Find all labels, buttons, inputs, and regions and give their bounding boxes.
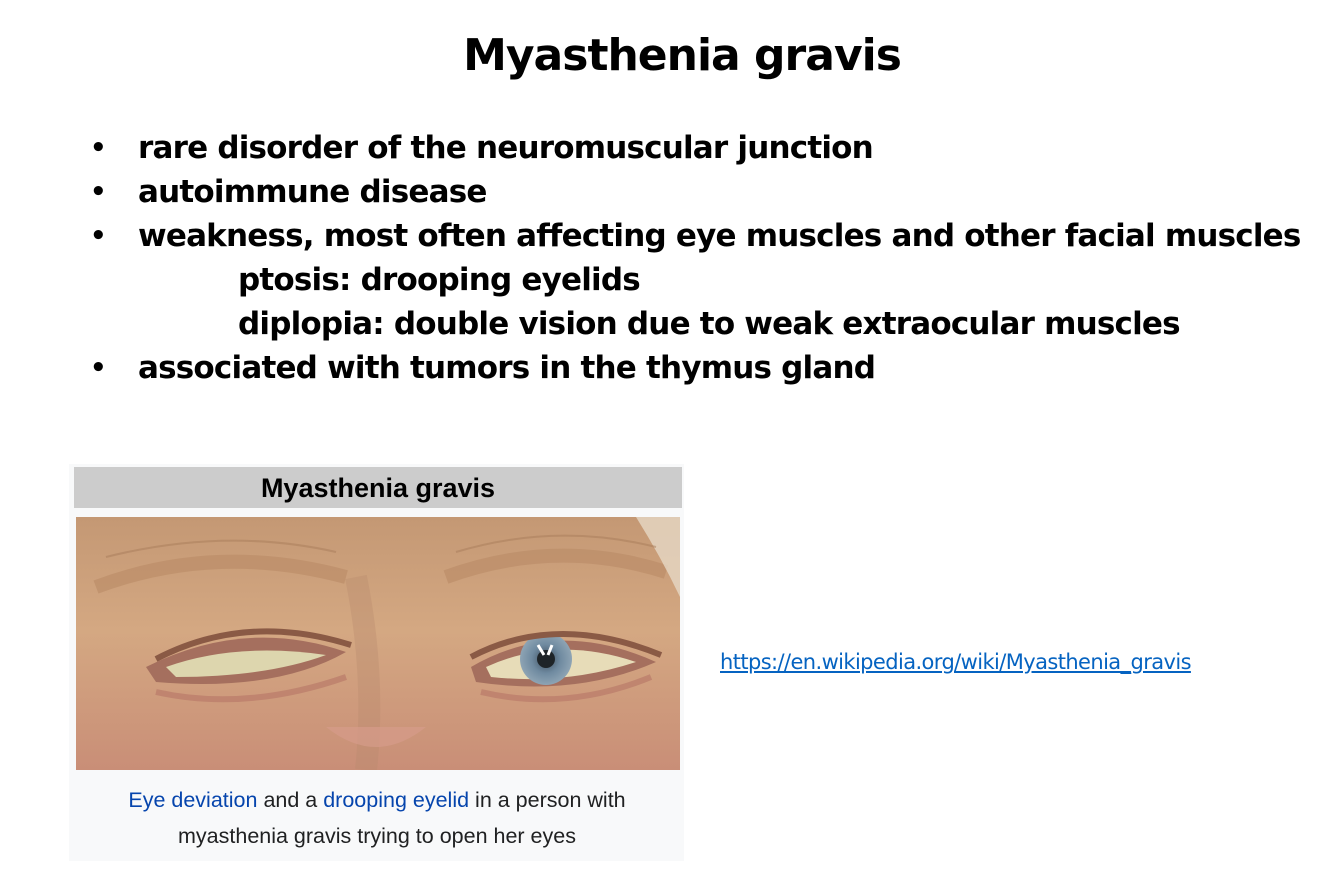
- infobox-title: Myasthenia gravis: [74, 467, 682, 508]
- wikipedia-source-link[interactable]: https://en.wikipedia.org/wiki/Myasthenia_gravis: [720, 650, 1191, 674]
- bullet-text: weakness, most often affecting eye muscles and other facial muscles: [138, 218, 1301, 254]
- bullet-text: rare disorder of the neuromuscular junction: [138, 130, 873, 166]
- eye-photo: [76, 517, 680, 770]
- slide-title: Myasthenia gravis: [463, 30, 901, 81]
- eye-deviation-link[interactable]: Eye deviation: [128, 788, 258, 812]
- sub-bullet-text: ptosis: drooping eyelids: [238, 262, 640, 298]
- drooping-eyelid-link[interactable]: drooping eyelid: [323, 788, 470, 812]
- bullet-marker: •: [90, 177, 106, 207]
- bullet-text: autoimmune disease: [138, 174, 487, 210]
- bullet-text: associated with tumors in the thymus gland: [138, 350, 876, 386]
- bullet-marker: •: [90, 353, 106, 383]
- bullet-marker: •: [90, 133, 106, 163]
- caption-text: and a: [257, 788, 324, 812]
- infobox-caption: [79, 782, 675, 854]
- wiki-infobox: [69, 464, 684, 861]
- sub-bullet-text: diplopia: double vision due to weak extraocular muscles: [238, 306, 1180, 342]
- bullet-marker: •: [90, 221, 106, 251]
- caption-text: in a person with myasthenia gravis trying to open her eyes: [178, 788, 626, 848]
